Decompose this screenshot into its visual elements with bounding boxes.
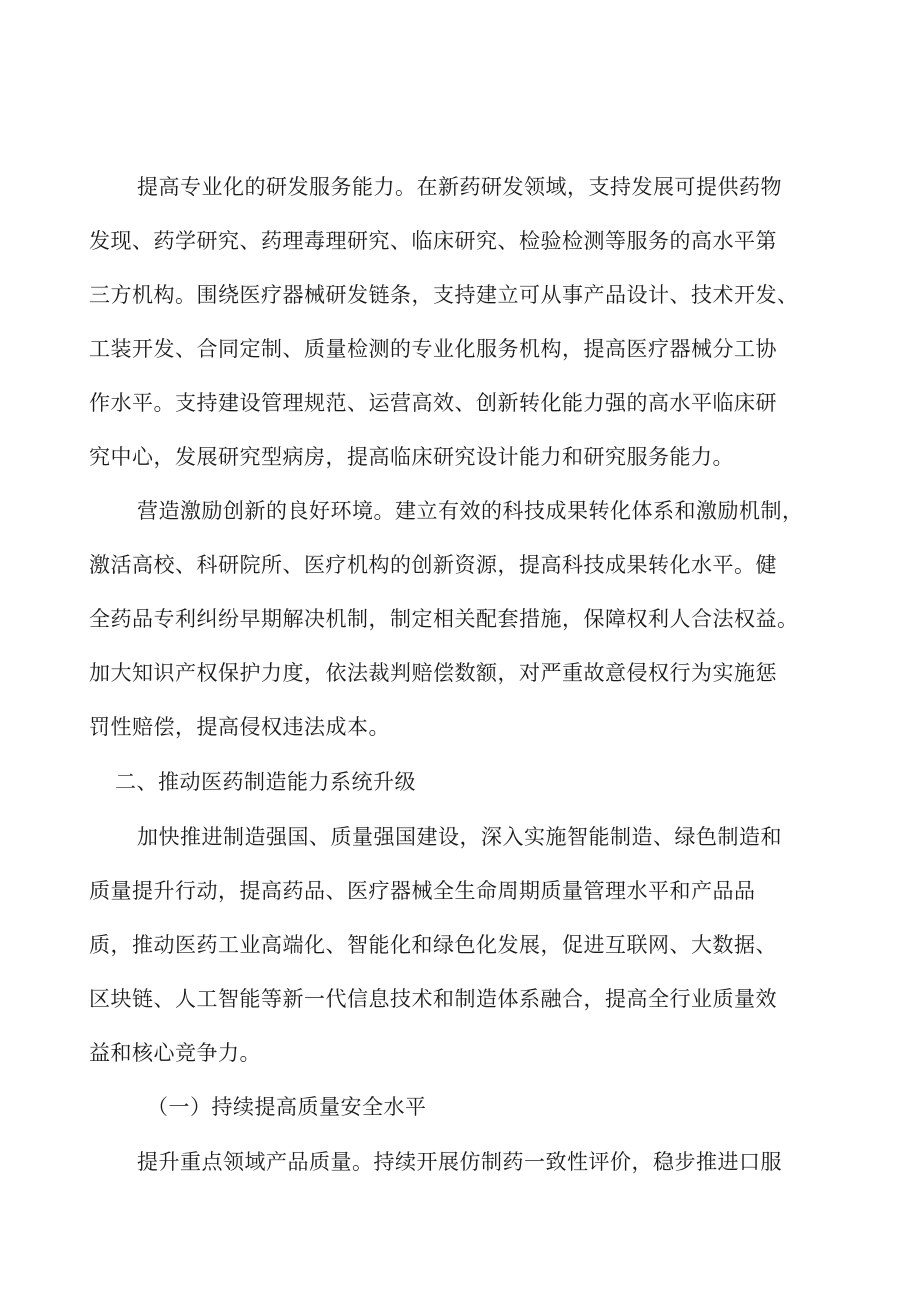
text-line: 罚性赔偿，提高侵权违法成本。 bbox=[89, 715, 390, 739]
text-line: 加大知识产权保护力度，依法裁判赔偿数额，对严重故意侵权行为实施惩 bbox=[89, 661, 777, 685]
text-line: 营造激励创新的良好环境。建立有效的科技成果转化体系和激励机制， bbox=[137, 499, 804, 523]
section-heading: 二、推动医药制造能力系统升级 bbox=[115, 770, 416, 794]
text-line: 究中心，发展研究型病房，提高临床研究设计能力和研究服务能力。 bbox=[89, 445, 734, 469]
text-line: 提高专业化的研发服务能力。在新药研发领域，支持发展可提供药物 bbox=[137, 175, 782, 199]
text-line: 加快推进制造强国、质量强国建设，深入实施智能制造、绿色制造和 bbox=[137, 825, 782, 849]
text-line: 质量提升行动，提高药品、医疗器械全生命周期质量管理水平和产品品 bbox=[89, 879, 756, 903]
text-line: 工装开发、合同定制、质量检测的专业化服务机构，提高医疗器械分工协 bbox=[89, 337, 777, 361]
text-line: 作水平。支持建设管理规范、运营高效、创新转化能力强的高水平临床研 bbox=[89, 391, 777, 415]
text-line: 区块链、人工智能等新一代信息技术和制造体系融合，提高全行业质量效 bbox=[89, 987, 777, 1011]
text-line: 发现、药学研究、药理毒理研究、临床研究、检验检测等服务的高水平第 bbox=[89, 229, 777, 253]
text-line: 激活高校、科研院所、医疗机构的创新资源，提高科技成果转化水平。健 bbox=[89, 553, 777, 577]
text-line: 益和核心竞争力。 bbox=[89, 1041, 261, 1065]
text-line: 三方机构。围绕医疗器械研发链条，支持建立可从事产品设计、技术开发、 bbox=[89, 283, 799, 307]
subsection-heading: （一）持续提高质量安全水平 bbox=[147, 1095, 427, 1119]
text-line: 质，推动医药工业高端化、智能化和绿色化发展，促进互联网、大数据、 bbox=[89, 933, 777, 957]
text-line: 全药品专利纠纷早期解决机制，制定相关配套措施，保障权利人合法权益。 bbox=[89, 607, 799, 631]
text-line: 提升重点领域产品质量。持续开展仿制药一致性评价，稳步推进口服 bbox=[137, 1150, 782, 1174]
